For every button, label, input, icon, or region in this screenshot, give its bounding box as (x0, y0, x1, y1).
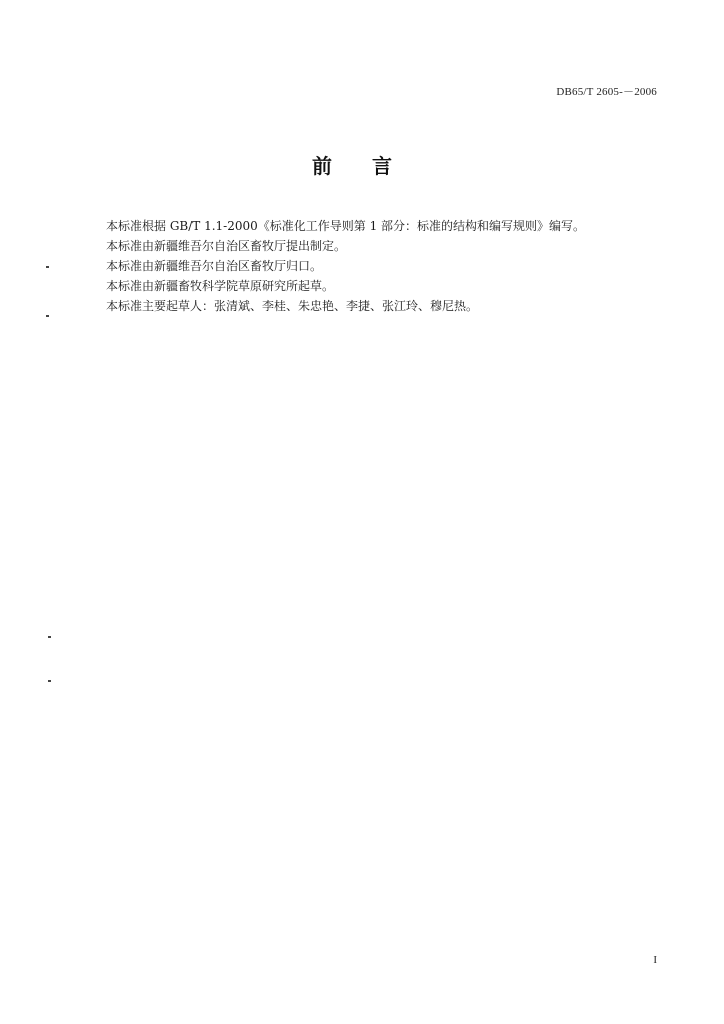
body-line: 本标准由新疆维吾尔自治区畜牧厅归口。 (106, 259, 323, 273)
scan-speck (46, 266, 49, 268)
body-line: 本标准主要起草人：张清斌、李桂、朱忠艳、李捷、张江玲、穆尼热。 (106, 299, 479, 313)
document-code: DB65/T 2605-－2006 (556, 86, 657, 98)
foreword-body (106, 216, 666, 316)
body-line: 本标准由新疆维吾尔自治区畜牧厅提出制定。 (106, 239, 347, 253)
scan-speck (48, 636, 51, 638)
scan-speck (48, 680, 51, 682)
body-line: 本标准由新疆畜牧科学院草原研究所起草。 (106, 279, 335, 293)
scan-speck (46, 315, 49, 317)
page-number: I (653, 954, 657, 966)
page-title: 前言 (312, 154, 432, 178)
body-line: 本标准根据 GB/T 1.1-2000《标准化工作导则第 1 部分：标准的结构和编写规则》编写。 (106, 219, 586, 233)
